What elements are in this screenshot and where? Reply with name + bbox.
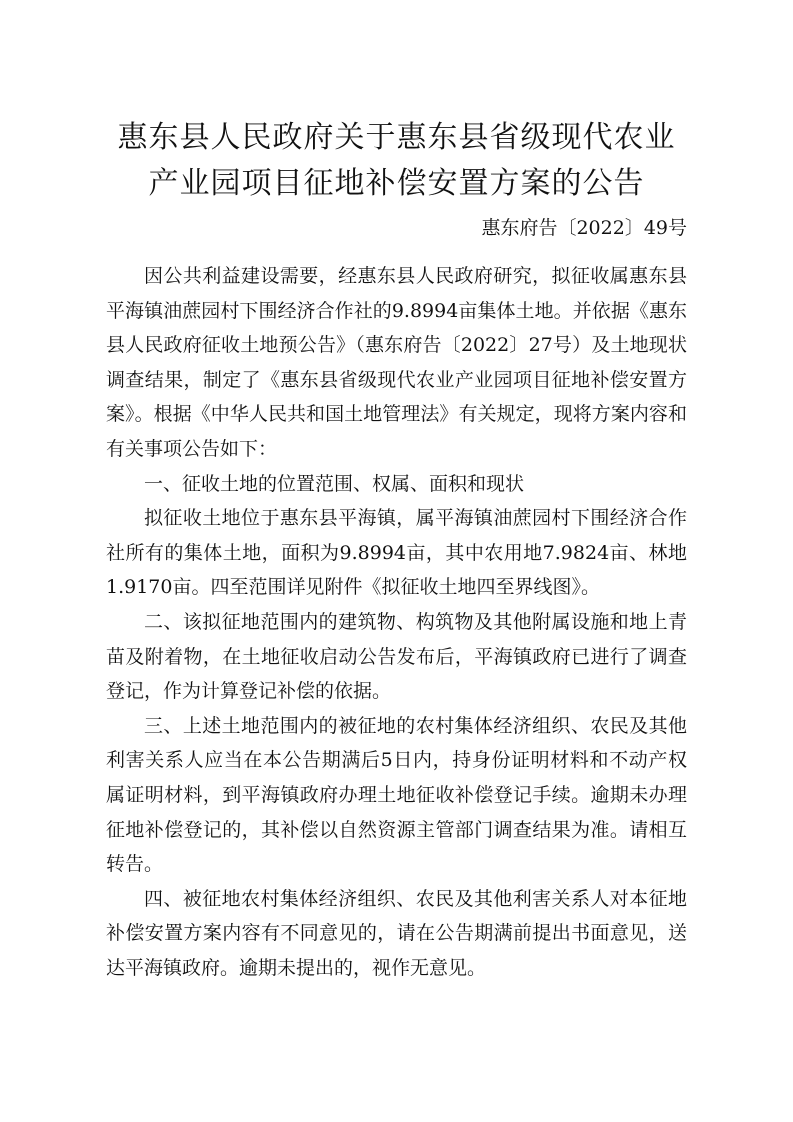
paragraph-section-4: 四、被征地农村集体经济组织、农民及其他利害关系人对本征地补偿安置方案内容有不同意见的，请在公告期满前提出书面意见，送达平海镇政府。逾期未提出的，视作无意见。 xyxy=(106,887,687,979)
paragraph-intro: 因公共利益建设需要，经惠东县人民政府研究，拟征收属惠东县平海镇油蔗园村下围经济合作社的9.8994亩集体土地。并依据《惠东县人民政府征收土地预公告》（惠东府告〔2022〕27号）及土地现状调查结果，制定了《惠东县省级现代农业产业园项目征地补偿安置方案》。根据《中华人民共和国土地管理法》有关规定，现将方案内容和有关事项公告如下： xyxy=(106,265,687,460)
paragraph-section-1: 拟征收土地位于惠东县平海镇，属平海镇油蔗园村下围经济合作社所有的集体土地，面积为9.8994亩，其中农用地7.9824亩、林地1.9170亩。四至范围详见附件《拟征收土地四至界线图》。 xyxy=(106,507,687,599)
paragraph-section-3: 三、上述土地范围内的被征地的农村集体经济组织、农民及其他利害关系人应当在本公告期满后5日内，持身份证明材料和不动产权属证明材料，到平海镇政府办理土地征收补偿登记手续。逾期未办理征地补偿登记的，其补偿以自然资源主管部门调查结果为准。请相互转告。 xyxy=(106,714,687,876)
document-title-line-2: 产业园项目征地补偿安置方案的公告 xyxy=(148,166,645,201)
document-title-line-1: 惠东县人民政府关于惠东县省级现代农业 xyxy=(117,120,676,155)
document-number: 惠东府告〔2022〕49号 xyxy=(481,217,687,239)
paragraph-section-2: 二、该拟征地范围内的建筑物、构筑物及其他附属设施和地上青苗及附着物，在土地征收启动公告发布后，平海镇政府已进行了调查登记，作为计算登记补偿的依据。 xyxy=(106,610,687,703)
section-heading-1: 一、征收土地的位置范围、权属、面积和现状 xyxy=(144,472,525,495)
document-body xyxy=(106,259,687,985)
